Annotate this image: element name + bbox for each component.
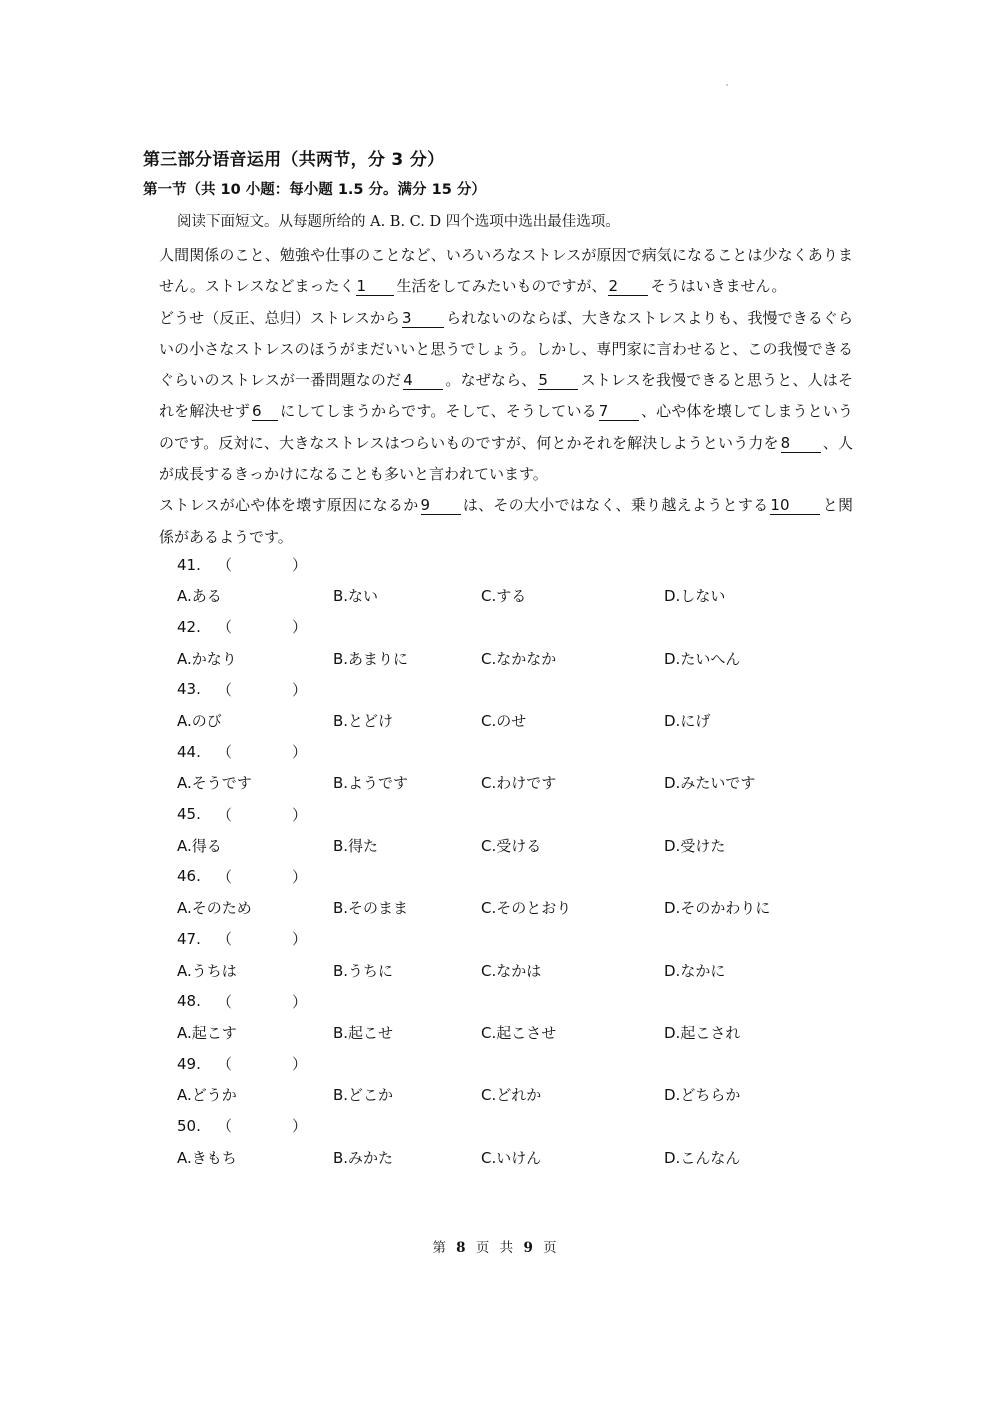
answer-paren-close: ） [292, 1055, 308, 1074]
total-page-count: 9 [523, 1240, 536, 1256]
question-number: 49. [177, 1054, 201, 1073]
option-d[interactable]: D.受けた [664, 836, 726, 855]
option-d[interactable]: D.しない [664, 587, 726, 606]
answer-paren-close: ） [292, 1117, 308, 1136]
question-1 [177, 549, 777, 580]
blank-10: 10 [770, 496, 820, 515]
option-row [177, 954, 777, 985]
answer-paren-open: （ [217, 556, 233, 575]
option-row [177, 580, 777, 611]
option-b[interactable]: B.ない [333, 587, 379, 606]
gloss-annotation: （反正、总归） [204, 308, 310, 327]
question-number: 45. [177, 805, 201, 824]
option-row [177, 767, 777, 798]
option-c[interactable]: C.起こさせ [481, 1023, 557, 1042]
answer-paren-close: ） [292, 930, 308, 949]
option-b[interactable]: B.得た [333, 836, 379, 855]
option-d[interactable]: D.たいへん [664, 649, 741, 668]
option-c[interactable]: C.する [481, 587, 527, 606]
question-2 [177, 611, 777, 642]
question-number: 42. [177, 617, 201, 636]
reading-passage [143, 240, 853, 553]
blank-9: 9 [421, 496, 461, 515]
blank-5: 5 [538, 371, 578, 390]
question-3 [177, 674, 777, 705]
option-c[interactable]: C.そのとおり [481, 899, 572, 918]
blank-2: 2 [608, 277, 648, 296]
question-number: 50. [177, 1116, 201, 1135]
current-page-number: 8 [456, 1240, 469, 1256]
answer-paren-close: ） [292, 992, 308, 1011]
option-d[interactable]: D.こんなん [664, 1148, 741, 1167]
answer-paren-close: ） [292, 556, 308, 575]
option-d[interactable]: D.起こされ [664, 1023, 741, 1042]
question-8 [177, 986, 777, 1017]
blank-1: 1 [356, 277, 394, 296]
option-a[interactable]: A.のび [177, 712, 222, 731]
option-b[interactable]: B.とどけ [333, 712, 394, 731]
passage-paragraph-3: ストレスが心や体を壊す原因になるか 9 は、その大小ではなく、乗り越えようとする 10 と関係があるようです。 [159, 496, 853, 546]
question-5 [177, 799, 777, 830]
option-row [177, 705, 777, 736]
option-a[interactable]: A.かなり [177, 649, 237, 668]
question-number: 47. [177, 929, 201, 948]
answer-paren-open: （ [217, 930, 233, 949]
question-number: 48. [177, 992, 201, 1011]
option-b[interactable]: B.あまりに [333, 649, 409, 668]
blank-6: 6 [252, 402, 278, 421]
question-number: 44. [177, 742, 201, 761]
section-title: 第三部分语音运用（共两节，分 3 分） [143, 150, 445, 170]
blank-8: 8 [781, 434, 821, 453]
option-b[interactable]: B.ようです [333, 774, 409, 793]
option-b[interactable]: B.そのまま [333, 899, 409, 918]
answer-paren-close: ） [292, 618, 308, 637]
blank-4: 4 [403, 371, 443, 390]
answer-paren-open: （ [217, 1117, 233, 1136]
answer-paren-close: ） [292, 867, 308, 886]
option-a[interactable]: A.そうです [177, 774, 252, 793]
question-number: 41. [177, 555, 201, 574]
blank-7: 7 [599, 402, 639, 421]
option-c[interactable]: C.わけです [481, 774, 557, 793]
question-6 [177, 861, 777, 892]
answer-paren-open: （ [217, 867, 233, 886]
option-d[interactable]: D.にげ [664, 712, 711, 731]
page-footer: 第 8 页 共 9 页 [432, 1240, 560, 1256]
answer-paren-open: （ [217, 1055, 233, 1074]
option-c[interactable]: C.受ける [481, 836, 542, 855]
option-a[interactable]: A.そのため [177, 899, 252, 918]
option-b[interactable]: B.起こせ [333, 1023, 394, 1042]
passage-paragraph-1: 人間関係のこと、勉強や仕事のことなど、いろいろなストレスが原因で病気になることは少なくありません。ストレスなどまったく 1 生活をしてみたいものですが、 2 そうはいきません。 [159, 246, 853, 296]
question-number: 46. [177, 867, 201, 886]
option-row [177, 892, 777, 923]
option-row [177, 1142, 777, 1173]
question-9 [177, 1048, 777, 1079]
instruction-text: 阅读下面短文。从每题所给的 A. B. C. D 四个选项中选出最佳选项。 [177, 214, 620, 230]
option-c[interactable]: C.のせ [481, 712, 527, 731]
option-d[interactable]: D.どちらか [664, 1086, 741, 1105]
answer-paren-open: （ [217, 618, 233, 637]
question-4 [177, 736, 777, 767]
option-c[interactable]: C.いけん [481, 1148, 542, 1167]
answer-paren-open: （ [217, 992, 233, 1011]
option-a[interactable]: A.起こす [177, 1023, 237, 1042]
answer-paren-close: ） [292, 680, 308, 699]
question-10 [177, 1110, 777, 1141]
scan-speck [726, 84, 728, 86]
option-d[interactable]: D.そのかわりに [664, 899, 771, 918]
option-b[interactable]: B.どこか [333, 1086, 394, 1105]
answer-paren-close: ） [292, 743, 308, 762]
passage-paragraph-2: どうせ（反正、总归）ストレスから 3 られないのならば、大きなストレスよりも、我慢できるぐらいの小さなストレスのほうがまだいいと思うでしょう。しかし、専門家に言わせると、この我慢できるぐらいのストレスが一番問題なのだ 4 。なぜなら、 5 ストレスを我慢できると思うと、人はそれを解決せず 6 にしてしまうからです。そして、そうしている 7 、心や体を壊してしまうというのです。反対に、大きなストレスはつらいものですが、何とかそれを解決しようという力を 8 、人が成長するきっかけになることも多いと言われています。 [159, 308, 853, 484]
option-row [177, 1017, 777, 1048]
option-a[interactable]: A.きもち [177, 1148, 237, 1167]
question-number: 43. [177, 680, 201, 699]
option-a[interactable]: A.ある [177, 587, 222, 606]
option-c[interactable]: C.なかなか [481, 649, 557, 668]
option-c[interactable]: C.なかは [481, 961, 542, 980]
subsection-title: 第一节（共 10 小题：每小题 1.5 分。满分 15 分） [143, 182, 486, 198]
option-row [177, 1079, 777, 1110]
question-7 [177, 923, 777, 954]
option-c[interactable]: C.どれか [481, 1086, 542, 1105]
option-row [177, 830, 777, 861]
option-a[interactable]: A.どうか [177, 1086, 237, 1105]
answer-paren-open: （ [217, 743, 233, 762]
answer-paren-open: （ [217, 805, 233, 824]
option-a[interactable]: A.得る [177, 836, 222, 855]
option-b[interactable]: B.みかた [333, 1148, 394, 1167]
option-d[interactable]: D.みたいです [664, 774, 756, 793]
answer-paren-open: （ [217, 680, 233, 699]
blank-3: 3 [402, 309, 444, 328]
option-row [177, 643, 777, 674]
option-a[interactable]: A.うちは [177, 961, 237, 980]
option-b[interactable]: B.うちに [333, 961, 394, 980]
question-list [177, 549, 777, 1173]
answer-paren-close: ） [292, 805, 308, 824]
option-d[interactable]: D.なかに [664, 961, 726, 980]
